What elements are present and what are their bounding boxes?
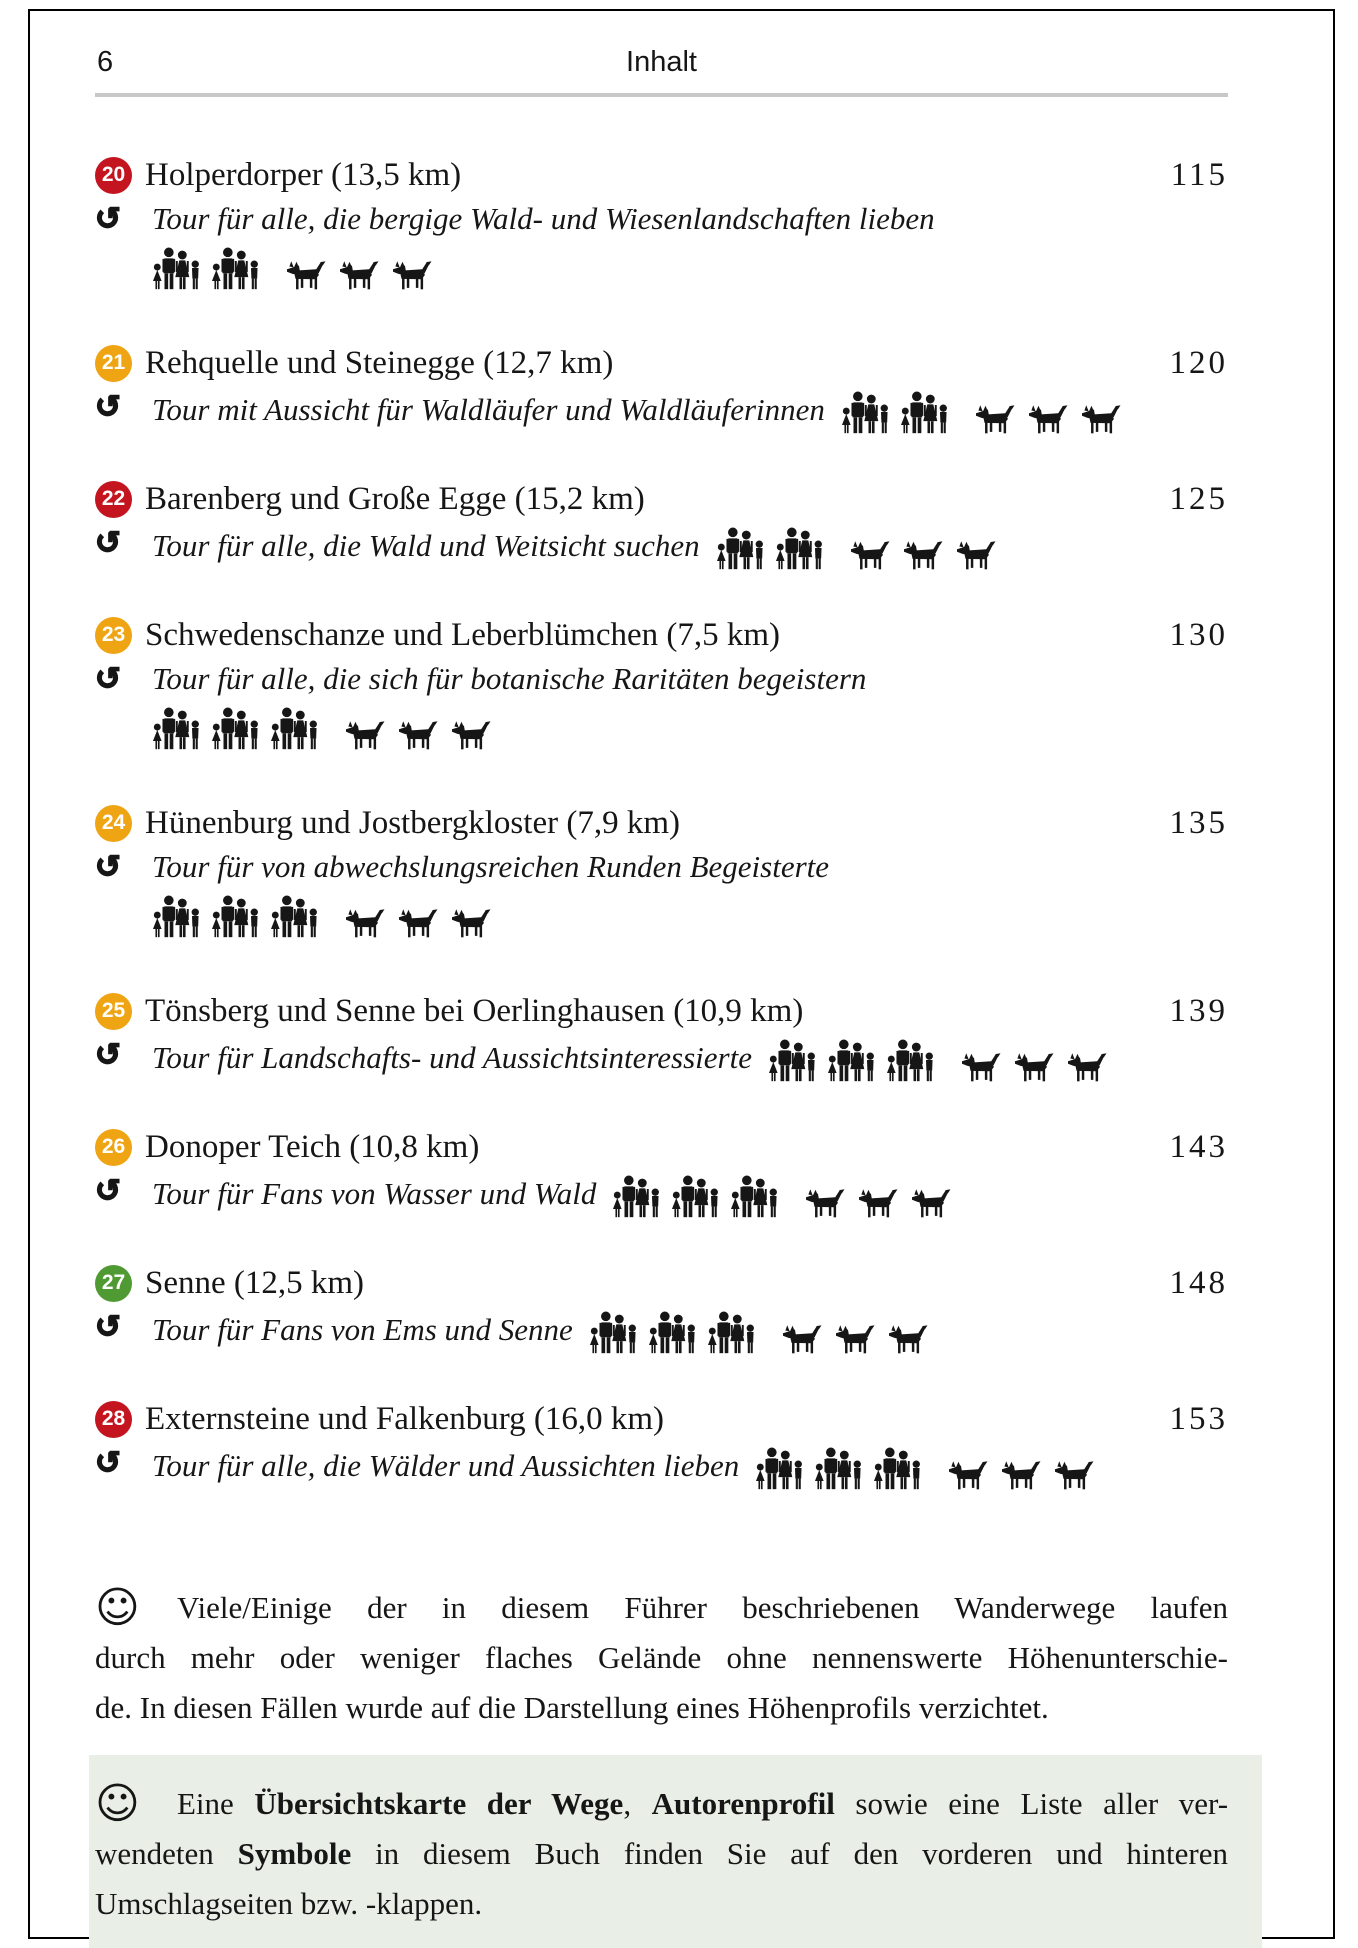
tour-item [95,1261,1228,1351]
note-plain-text: sowie eine Liste aller ver- [834,1786,1229,1821]
suitability-icons [612,1175,952,1218]
tour-head-row [95,1397,1228,1441]
tour-description-wrap [152,1443,1095,1486]
family-icon-group [612,1175,780,1218]
loop-route-icon: ↺ [95,525,121,561]
tour-description-wrap [152,1171,952,1214]
dog-icon-group [783,1325,929,1354]
dog-icon [340,261,380,290]
tour-description: Tour für Fans von Ems und Senne [152,1312,573,1347]
family-icon-group [755,1447,923,1490]
tour-description: Tour für alle, die bergige Wald- und Wiesenlandschaften lieben [152,201,935,236]
family-icon-group [152,895,320,938]
tour-description-row [95,523,1228,567]
dog-icon [287,261,327,290]
suitability-icons [755,1447,1095,1490]
tour-head-row [95,801,1228,845]
note-text [95,1779,1228,1929]
dog-icon [783,1325,823,1354]
tour-description-wrap [152,659,866,699]
loop-route-icon: ↺ [95,1173,121,1209]
tour-number-badge: 21 [95,345,132,382]
dog-icon-group [851,541,997,570]
tour-page-ref: 135 [1169,804,1228,841]
loop-route-icon: ↺ [95,1445,121,1481]
note-plain-text: in diesem Buch finden Sie auf den vorderen und hinteren [351,1836,1228,1871]
page-header [95,46,1228,84]
dog-icon [452,721,492,750]
family-icon [211,707,261,750]
tour-item [95,1397,1228,1487]
family-icon [716,527,766,570]
tour-icons-row [152,707,1228,755]
tour-number-badge: 28 [95,1401,132,1438]
family-icon [755,1447,805,1490]
family-icon [589,1311,639,1354]
note-plain-text: de. In diesen Fällen wurde auf die Darstellung eines Höhenprofils verzichtet. [95,1690,1049,1725]
dog-icon [1068,1053,1108,1082]
tour-number-badge: 25 [95,993,132,1030]
dog-icon [859,1189,899,1218]
tour-item [95,153,1228,295]
dog-icon [904,541,944,570]
tour-number-badge: 23 [95,617,132,654]
dog-icon [1082,405,1122,434]
family-icon-group [716,527,825,570]
tour-description-wrap [152,847,829,887]
dog-icon [962,1053,1002,1082]
tour-head-row [95,613,1228,657]
dog-icon [399,721,439,750]
family-icon [612,1175,662,1218]
family-icon [648,1311,698,1354]
tour-description: Tour mit Aussicht für Waldläufer und Waldläuferinnen [152,392,825,427]
suitability-icons [768,1039,1108,1082]
family-icon [671,1175,721,1218]
note-line [95,1879,1228,1929]
dog-icon [957,541,997,570]
family-icon [152,895,202,938]
family-icon [152,707,202,750]
dog-icon [1015,1053,1055,1082]
family-icon [211,247,261,290]
family-icon [814,1447,864,1490]
note-line [95,1683,1228,1733]
tour-title: Rehquelle und Steinegge (12,7 km) [145,344,614,381]
dog-icon [1029,405,1069,434]
family-icon-group [589,1311,757,1354]
tour-title: Senne (12,5 km) [145,1264,365,1301]
tour-description-row [95,847,1228,891]
loop-route-icon: ↺ [95,1309,121,1345]
tour-title: Hünenburg und Jostbergkloster (7,9 km) [145,804,680,841]
note-bold-text: Übersichtskarte der Wege [254,1786,624,1821]
tour-page-ref: 139 [1169,992,1228,1029]
tour-description-row [95,1035,1228,1079]
tour-item [95,477,1228,567]
suitability-icons [152,707,492,750]
tour-item [95,613,1228,755]
family-icon-group [768,1039,936,1082]
tour-description-wrap [152,199,935,239]
tour-description-row [95,1443,1228,1487]
family-icon [768,1039,818,1082]
tour-title: Holperdorper (13,5 km) [145,156,462,193]
loop-route-icon: ↺ [95,661,121,697]
page-content [95,46,1228,1948]
dog-icon [393,261,433,290]
dog-icon-group [346,909,492,938]
dog-icon-group [806,1189,952,1218]
dog-icon-group [949,1461,1095,1490]
note-text [95,1583,1228,1733]
suitability-icons [716,527,997,570]
dog-icon [399,909,439,938]
note-line [95,1779,1228,1829]
note-bold-text: Autorenprofil [651,1786,835,1821]
family-icon [211,895,261,938]
note-plain-text: Eine [177,1786,255,1821]
family-icon [775,527,825,570]
dog-icon [1002,1461,1042,1490]
family-icon [730,1175,780,1218]
tour-head-row [95,153,1228,197]
dog-icon [346,721,386,750]
tour-head-row [95,1261,1228,1305]
suitability-icons [589,1311,929,1354]
tour-page-ref: 125 [1169,480,1228,517]
note-item [89,1755,1262,1948]
suitability-icons [152,895,492,938]
dog-icon [1055,1461,1095,1490]
page-number: 6 [97,46,114,78]
note-plain-text: wendeten [95,1836,238,1871]
tour-item [95,989,1228,1079]
tour-description-row [95,1171,1228,1215]
tour-head-row [95,341,1228,385]
smiley-icon: ☺ [95,1779,140,1829]
tour-description-row [95,387,1228,431]
tour-head-row [95,1125,1228,1169]
dog-icon [889,1325,929,1354]
tour-description-wrap [152,523,997,566]
tour-item [95,1125,1228,1215]
tour-icons-row [152,895,1228,943]
dog-icon-group [287,261,433,290]
family-icon [886,1039,936,1082]
note-line [95,1583,1228,1633]
family-icon-group [841,391,950,434]
tour-page-ref: 115 [1170,156,1228,193]
family-icon [152,247,202,290]
tour-number-badge: 22 [95,481,132,518]
family-icon [270,895,320,938]
notes-section [95,1583,1228,1948]
note-plain-text: Viele/Einige der in diesem Führer beschriebenen Wanderwege laufen [177,1590,1228,1625]
tour-title: Barenberg und Große Egge (15,2 km) [145,480,645,517]
note-bold-text: Symbole [237,1836,352,1871]
dog-icon [452,909,492,938]
note-line [95,1633,1228,1683]
dog-icon-group [346,721,492,750]
dog-icon [851,541,891,570]
tour-description: Tour für alle, die Wälder und Aussichten lieben [152,1448,740,1483]
tour-number-badge: 20 [95,157,132,194]
note-plain-text: , [623,1786,652,1821]
tour-number-badge: 24 [95,805,132,842]
tour-title: Tönsberg und Senne bei Oerlinghausen (10,9 km) [145,992,804,1029]
tour-number-badge: 27 [95,1265,132,1302]
tour-page-ref: 148 [1169,1264,1228,1301]
dog-icon [346,909,386,938]
suitability-icons [152,247,433,290]
suitability-icons [841,391,1122,434]
tour-title: Schwedenschanze und Leberblümchen (7,5 km) [145,616,781,653]
tour-head-row [95,477,1228,521]
dog-icon [836,1325,876,1354]
note-plain-text: Umschlagseiten bzw. -klappen. [95,1886,483,1921]
tour-description-wrap [152,1307,929,1350]
note-line [95,1829,1228,1879]
tour-number-badge: 26 [95,1129,132,1166]
tour-title: Donoper Teich (10,8 km) [145,1128,480,1165]
tour-description-wrap [152,1035,1108,1078]
tour-page-ref: 120 [1169,344,1228,381]
dog-icon-group [976,405,1122,434]
family-icon-group [152,707,320,750]
family-icon [707,1311,757,1354]
tour-description-wrap [152,387,1122,430]
tour-description: Tour für Fans von Wasser und Wald [152,1176,597,1211]
loop-route-icon: ↺ [95,389,121,425]
dog-icon-group [962,1053,1108,1082]
tour-description-row [95,659,1228,703]
tour-page-ref: 130 [1169,616,1228,653]
tour-head-row [95,989,1228,1033]
family-icon [900,391,950,434]
page-title: Inhalt [626,46,697,78]
family-icon [841,391,891,434]
loop-route-icon: ↺ [95,201,121,237]
tour-item [95,801,1228,943]
tour-description: Tour für von abwechslungsreichen Runden Begeisterte [152,849,830,884]
note-item [95,1583,1228,1733]
tour-page-ref: 143 [1169,1128,1228,1165]
family-icon [827,1039,877,1082]
dog-icon [949,1461,989,1490]
header-rule [95,93,1228,97]
tour-title: Externsteine und Falkenburg (16,0 km) [145,1400,665,1437]
family-icon-group [152,247,261,290]
tour-description-row [95,199,1228,243]
dog-icon [976,405,1016,434]
family-icon [873,1447,923,1490]
smiley-icon: ☺ [95,1583,140,1633]
tour-item [95,341,1228,431]
tour-page-ref: 153 [1169,1400,1228,1437]
tour-icons-row [152,247,1228,295]
tours-list [95,153,1228,1487]
tour-description: Tour für alle, die sich für botanische Raritäten begeistern [152,661,867,696]
loop-route-icon: ↺ [95,849,121,885]
tour-description: Tour für Landschafts- und Aussichtsinteressierte [152,1040,752,1075]
loop-route-icon: ↺ [95,1037,121,1073]
dog-icon [806,1189,846,1218]
dog-icon [912,1189,952,1218]
tour-description: Tour für alle, die Wald und Weitsicht suchen [152,528,700,563]
note-plain-text: durch mehr oder weniger flaches Gelände ohne nennenswerte Höhenunterschie- [95,1640,1228,1675]
tour-description-row [95,1307,1228,1351]
family-icon [270,707,320,750]
